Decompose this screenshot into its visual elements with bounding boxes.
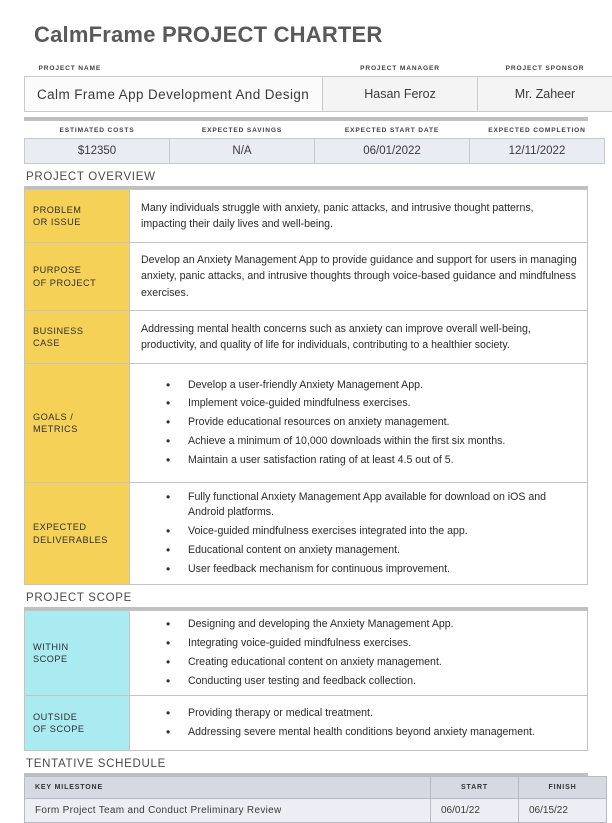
costs-value-row	[25, 139, 605, 164]
list-item: • Achieve a minimum of 10,000 downloads within the first six months.	[166, 434, 579, 449]
row-problem-or-issue	[25, 190, 588, 243]
list-item: • Designing and developing the Anxiety Management App.	[166, 617, 579, 632]
list-expected-deliverables	[130, 483, 588, 585]
section-title-project-overview: PROJECT OVERVIEW	[24, 164, 588, 186]
header-label-row	[25, 60, 612, 77]
list-item: • Implement voice-guided mindfulness exercises.	[166, 396, 579, 411]
table-row[interactable]	[25, 799, 607, 823]
label-estimated-costs: ESTIMATED COSTS	[25, 122, 170, 139]
label-expected-completion: EXPECTED COMPLETION	[470, 122, 605, 139]
value-expected-start-date[interactable]: 06/01/2022	[315, 139, 470, 164]
label-expected-start-date: EXPECTED START DATE	[315, 122, 470, 139]
deliverables-bullet-list	[140, 490, 579, 577]
list-outside-of-scope	[130, 696, 588, 751]
label-goals-metrics	[25, 364, 130, 483]
label-problem-or-issue	[25, 190, 130, 243]
header-value-row	[25, 77, 612, 112]
goals-bullet-list	[140, 378, 579, 469]
label-line-2: CASE	[33, 338, 60, 348]
label-within-scope	[25, 611, 130, 696]
list-item: • Addressing severe mental health conditions beyond anxiety management.	[166, 725, 579, 740]
label-line-1: EXPECTED	[33, 522, 87, 532]
label-line-1: WITHIN	[33, 642, 69, 652]
list-item: • Creating educational content on anxiety management.	[166, 655, 579, 670]
project-scope-table	[24, 610, 588, 751]
label-outside-of-scope	[25, 696, 130, 751]
label-line-1: GOALS /	[33, 412, 73, 422]
row-expected-deliverables	[25, 483, 588, 585]
label-project-name: PROJECT NAME	[25, 60, 323, 77]
list-goals-metrics	[130, 364, 588, 483]
project-overview-table	[24, 189, 588, 585]
value-project-sponsor[interactable]: Mr. Zaheer	[478, 77, 612, 112]
label-project-sponsor: PROJECT SPONSOR	[478, 60, 612, 77]
section-title-tentative-schedule: TENTATIVE SCHEDULE	[24, 751, 588, 773]
schedule-header-row	[25, 777, 607, 799]
row-within-scope	[25, 611, 588, 696]
value-project-manager[interactable]: Hasan Feroz	[323, 77, 478, 112]
label-line-1: PURPOSE	[33, 265, 81, 275]
project-header-table	[24, 60, 612, 112]
text-problem-or-issue: Many individuals struggle with anxiety, panic attacks, and intrusive thought patterns, impacting their daily lives and well-being.	[130, 190, 588, 243]
label-line-2: DELIVERABLES	[33, 535, 108, 545]
label-line-1: BUSINESS	[33, 326, 83, 336]
list-item: • Conducting user testing and feedback collection.	[166, 674, 579, 689]
label-line-2: OF SCOPE	[33, 724, 84, 734]
list-item: • Develop a user-friendly Anxiety Management App.	[166, 378, 579, 393]
row-goals-metrics	[25, 364, 588, 483]
list-item: • Integrating voice-guided mindfulness exercises.	[166, 636, 579, 651]
label-project-manager: PROJECT MANAGER	[323, 60, 478, 77]
value-project-name[interactable]: Calm Frame App Development And Design	[25, 77, 323, 112]
list-within-scope	[130, 611, 588, 696]
column-header-finish: FINISH	[519, 777, 607, 799]
list-item: • Provide educational resources on anxiety management.	[166, 415, 579, 430]
outside-scope-bullet-list	[140, 706, 579, 740]
label-expected-savings: EXPECTED SAVINGS	[170, 122, 315, 139]
value-expected-savings[interactable]: N/A	[170, 139, 315, 164]
label-business-case	[25, 311, 130, 364]
column-header-key-milestone: KEY MILESTONE	[25, 777, 431, 799]
list-item: • Maintain a user satisfaction rating of at least 4.5 out of 5.	[166, 453, 579, 468]
list-item: • Fully functional Anxiety Management App available for download on iOS and Android platforms.	[166, 490, 579, 521]
row-purpose-of-project	[25, 243, 588, 311]
list-item: • Voice-guided mindfulness exercises integrated into the app.	[166, 524, 579, 539]
label-line-2: OF PROJECT	[33, 278, 96, 288]
section-title-project-scope: PROJECT SCOPE	[24, 585, 588, 607]
row-outside-of-scope	[25, 696, 588, 751]
list-item: • Educational content on anxiety management.	[166, 543, 579, 558]
tentative-schedule-table	[24, 776, 607, 823]
cell-milestone: Form Project Team and Conduct Preliminary Review	[25, 799, 431, 823]
label-line-2: OR ISSUE	[33, 217, 81, 227]
label-expected-deliverables	[25, 483, 130, 585]
costs-label-row	[25, 122, 605, 139]
costs-dates-table	[24, 122, 605, 164]
text-purpose-of-project: Develop an Anxiety Management App to provide guidance and support for users in managing anxiety, panic attacks, and intrusive thoughts through voice-based guidance and mindfulness exercises.	[130, 243, 588, 311]
list-item: • User feedback mechanism for continuous improvement.	[166, 562, 579, 577]
within-scope-bullet-list	[140, 617, 579, 689]
list-item: • Providing therapy or medical treatment.	[166, 706, 579, 721]
label-line-1: OUTSIDE	[33, 712, 77, 722]
value-expected-completion[interactable]: 12/11/2022	[470, 139, 605, 164]
header-divider	[24, 117, 588, 121]
label-line-2: SCOPE	[33, 654, 68, 664]
cell-start: 06/01/22	[431, 799, 519, 823]
value-estimated-costs[interactable]: $12350	[25, 139, 170, 164]
page-title: CalmFrame PROJECT CHARTER	[24, 0, 588, 60]
row-business-case	[25, 311, 588, 364]
column-header-start: START	[431, 777, 519, 799]
label-purpose-of-project	[25, 243, 130, 311]
text-business-case: Addressing mental health concerns such as anxiety can improve overall well-being, productivity, and quality of life for individuals, contributing to a healthier society.	[130, 311, 588, 364]
label-line-2: METRICS	[33, 424, 78, 434]
label-line-1: PROBLEM	[33, 205, 81, 215]
cell-finish: 06/15/22	[519, 799, 607, 823]
